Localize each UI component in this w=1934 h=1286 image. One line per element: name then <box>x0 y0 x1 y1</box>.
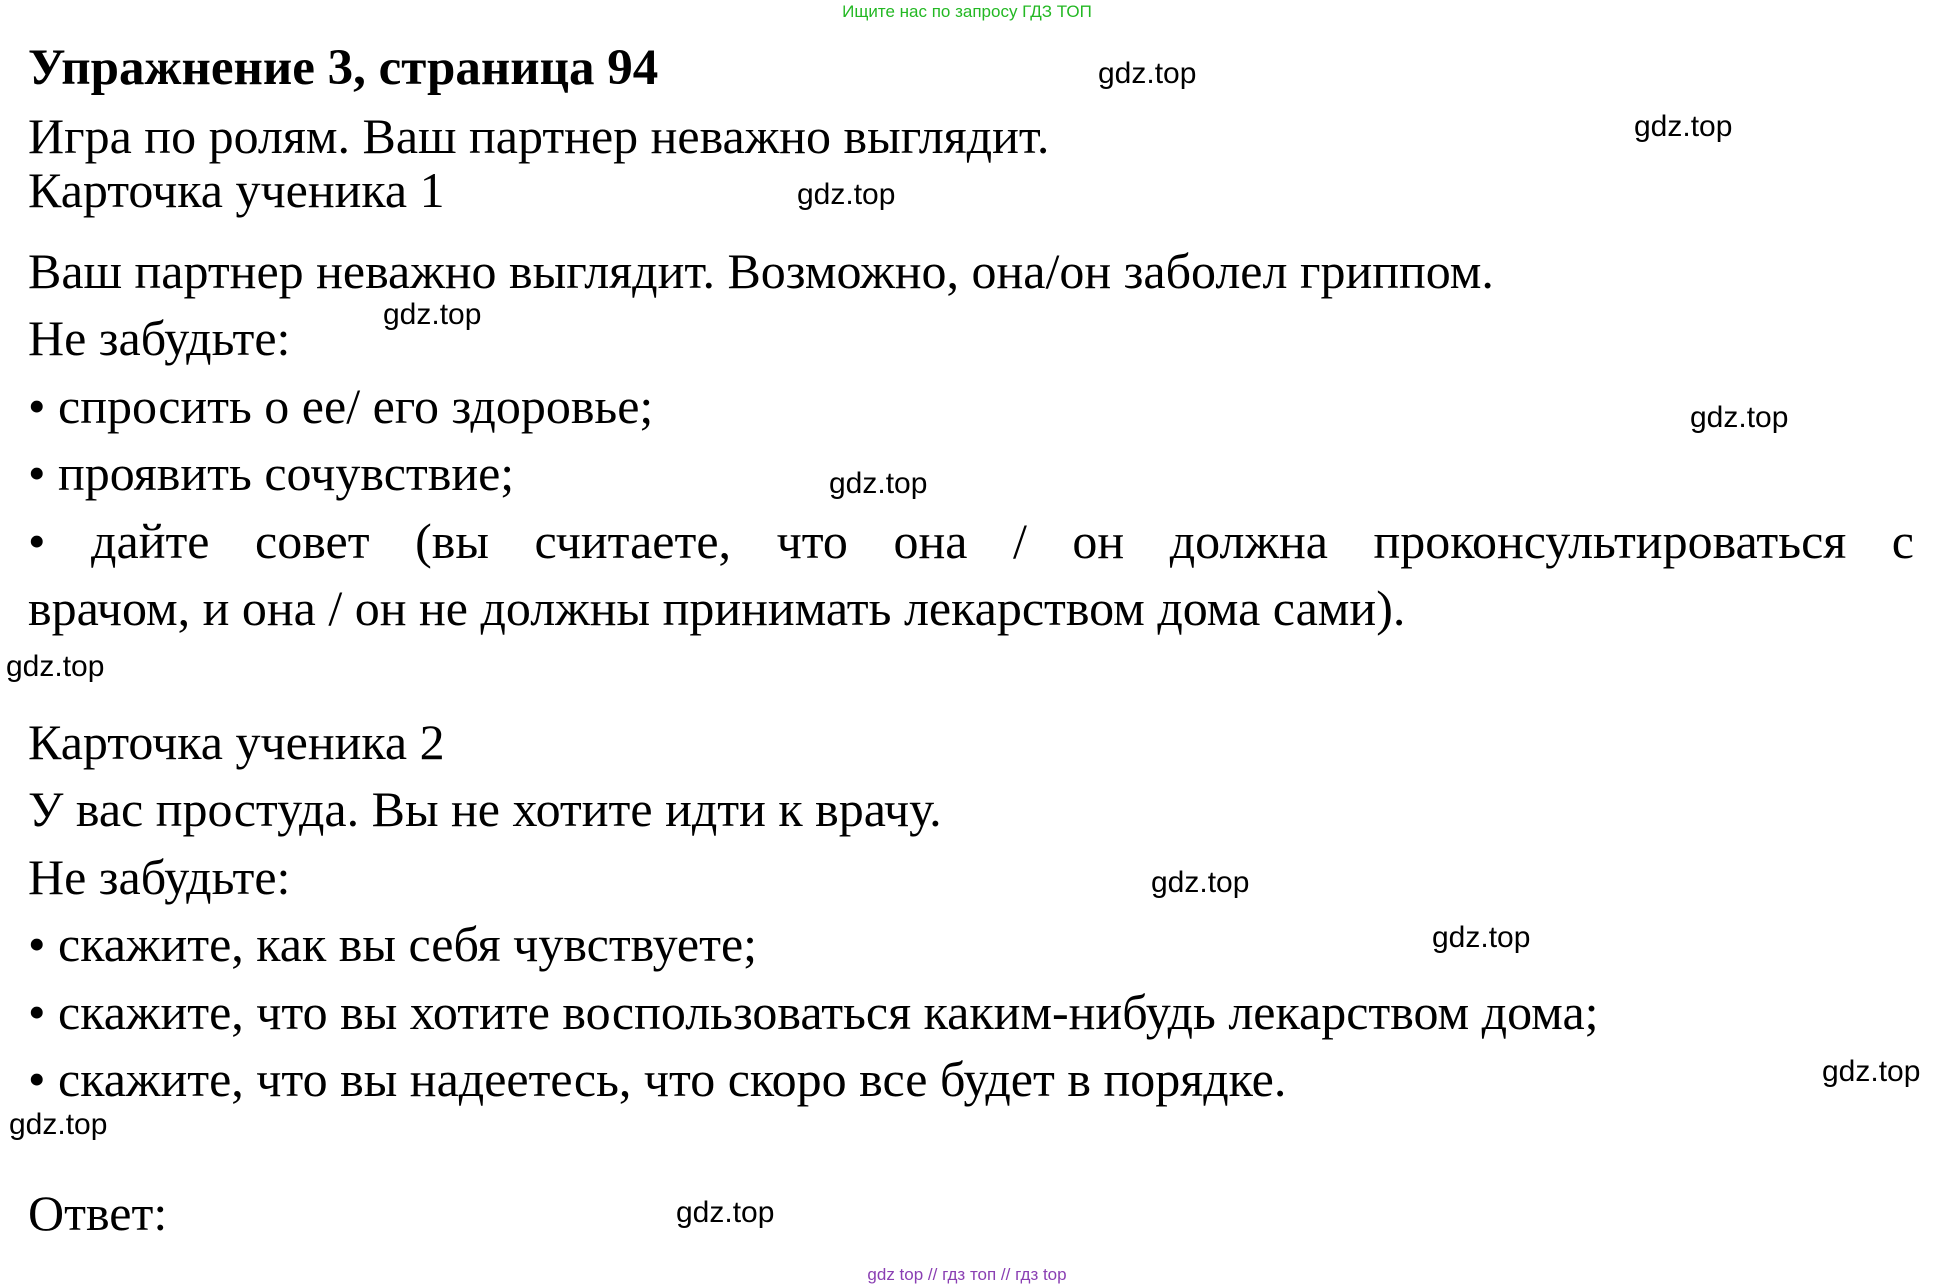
answer-label: Ответ: <box>28 1185 168 1241</box>
task-description: Игра по ролям. Ваш партнер неважно выглядит. <box>28 108 1050 164</box>
watermark: gdz.top <box>1432 921 1531 954</box>
watermark: gdz.top <box>829 467 928 500</box>
card2-bullet: • скажите, что вы хотите воспользоваться каким-нибудь лекарством дома; <box>28 984 1599 1040</box>
card1-bullet-continuation: врачом, и она / он не должны принимать лекарством дома сами). <box>28 580 1406 636</box>
card2-reminder: Не забудьте: <box>28 849 291 905</box>
watermark: gdz.top <box>1690 401 1789 434</box>
watermark: gdz.top <box>1151 866 1250 899</box>
card2-heading: Карточка ученика 2 <box>28 714 445 770</box>
watermark: gdz.top <box>1822 1055 1921 1088</box>
card1-bullet: • проявить сочувствие; <box>28 445 515 501</box>
card2-bullet: • скажите, что вы надеетесь, что скоро все будет в порядке. <box>28 1051 1287 1107</box>
watermark: gdz.top <box>9 1108 108 1141</box>
watermark: gdz.top <box>676 1196 775 1229</box>
watermark: gdz.top <box>1634 110 1733 143</box>
card1-heading: Карточка ученика 1 <box>28 162 445 218</box>
card2-bullet: • скажите, как вы себя чувствуете; <box>28 916 758 972</box>
watermark: gdz.top <box>1098 57 1197 90</box>
top-banner: Ищите нас по запросу ГДЗ ТОП <box>842 2 1092 21</box>
watermark: gdz.top <box>6 650 105 683</box>
watermark: gdz.top <box>383 298 482 331</box>
card1-situation: Ваш партнер неважно выглядит. Возможно, она/он заболел гриппом. <box>28 243 1494 299</box>
page-title: Упражнение 3, страница 94 <box>28 40 659 96</box>
card1-bullet: • дайте совет (вы считаете, что она / он должна проконсультироваться с <box>28 513 1914 569</box>
bottom-banner: gdz top // гдз топ // гдз top <box>867 1265 1067 1284</box>
card2-situation: У вас простуда. Вы не хотите идти к врачу. <box>28 781 942 837</box>
card1-bullet: • спросить о ее/ его здоровье; <box>28 378 654 434</box>
card1-reminder: Не забудьте: <box>28 310 291 366</box>
watermark: gdz.top <box>797 178 896 211</box>
